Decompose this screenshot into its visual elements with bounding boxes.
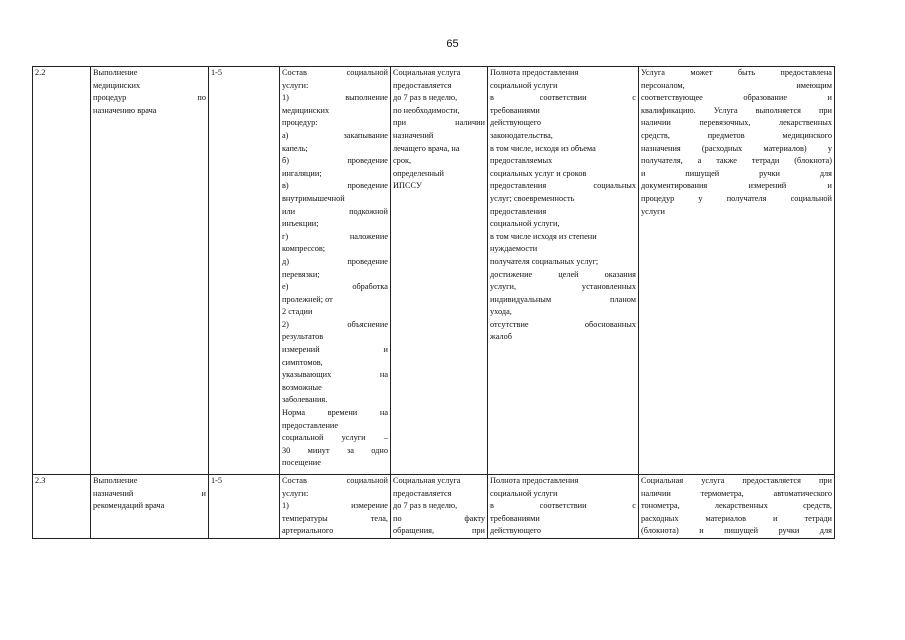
cell-text-line: посещение [282, 458, 321, 468]
service-content-cell [280, 475, 391, 539]
cell-text-line: услуги, установленных [490, 282, 636, 292]
cell-text-line: Состав социальной [282, 476, 388, 485]
cell-text-line: и пишущей ручки для [641, 168, 832, 178]
cell-text-line: действующего [490, 118, 542, 128]
cell-text-line: процедур: [282, 118, 318, 128]
cell-text-line: назначений [393, 130, 434, 140]
cell-text-line: Выполнение [93, 68, 138, 77]
cell-text-line: Социальная услуга [393, 68, 461, 77]
cell-text-line: социальной услуги [490, 80, 558, 90]
cell-text-line: назначений и [93, 488, 206, 498]
service-period-cell: 1-5 [209, 475, 280, 539]
cell-text-line: Полнота предоставления [490, 476, 579, 485]
cell-text-line: предоставляемых [490, 156, 553, 166]
cell-text-line: услуги: [282, 80, 309, 90]
cell-text-line: тонометра, лекарственных средств, [641, 501, 832, 511]
cell-text-line: отсутствие обоснованных [490, 319, 636, 329]
cell-text-line: 1) выполнение [282, 93, 388, 103]
cell-text-line: предоставляется [393, 488, 452, 498]
cell-text-line: по необходимости, [393, 105, 460, 115]
cell-text-line: в соответствии с [490, 501, 636, 511]
cell-text-line: пролежней; от [282, 294, 333, 304]
service-quality-cell [488, 475, 639, 539]
service-content-cell [280, 67, 391, 475]
cell-text-line: социальной услуги – [282, 433, 388, 443]
service-conditions-cell [639, 67, 835, 475]
cell-text-line: медицинских [93, 80, 141, 90]
cell-text-line: нуждаемости [490, 244, 538, 254]
cell-text-line: по факту [393, 513, 485, 523]
service-conditions-cell [639, 475, 835, 539]
cell-text-line: наличии термометра, автоматического [641, 488, 832, 498]
service-frequency-cell [391, 475, 488, 539]
cell-text-line: обращения, при [393, 526, 485, 536]
cell-text-line: д) проведение [282, 256, 388, 266]
cell-text-line: жалоб [490, 332, 512, 342]
cell-text-line: лечащего врача, на [393, 143, 460, 153]
cell-text-line: до 7 раз в неделю, [393, 93, 458, 103]
cell-text-line: заболевания. [282, 395, 328, 405]
cell-text-line: б) проведение [282, 156, 388, 166]
cell-text-line: Полнота предоставления [490, 68, 579, 77]
cell-text-line: е) обработка [282, 282, 388, 292]
cell-text-line: средств, предметов медицинского [641, 130, 832, 140]
cell-text-line: социальной услуги, [490, 219, 560, 229]
cell-text-line: предоставляется [393, 80, 452, 90]
cell-text-line: Норма времени на [282, 408, 388, 418]
service-name-cell [91, 475, 209, 539]
cell-text-line: индивидуальным планом [490, 294, 636, 304]
service-period-cell: 1-5 [209, 67, 280, 475]
service-number-cell: 2.3 [33, 475, 91, 539]
cell-text-line: получателя, а также тетради (блокнота) [641, 156, 832, 166]
service-frequency-cell [391, 67, 488, 475]
cell-text-line: симптомов, [282, 357, 323, 367]
table-row [33, 475, 835, 539]
cell-text-line: достижение целей оказания [490, 269, 636, 279]
cell-text-line: действующего [490, 526, 542, 536]
cell-text-line: услуги: [282, 488, 309, 498]
cell-text-line: ингаляции; [282, 168, 322, 178]
cell-text-line: Социальная услуга [393, 476, 461, 485]
cell-text-line: температуры тела, [282, 513, 388, 523]
cell-text-line: квалификацию. Услуга выполняется при [641, 105, 832, 115]
cell-text-line: при наличии [393, 118, 485, 128]
service-quality-cell [488, 67, 639, 475]
cell-text-line: срок, [393, 156, 412, 166]
cell-text-line: социальных услуг и сроков [490, 168, 587, 178]
cell-text-line: документирования измерений и [641, 181, 832, 191]
cell-text-line: перевязки; [282, 269, 320, 279]
cell-text-line: указывающих на [282, 370, 388, 380]
service-number-cell: 2.2 [33, 67, 91, 475]
cell-text-line: 30 минут за одно [282, 445, 388, 455]
cell-text-line: в) проведение [282, 181, 388, 191]
cell-text-line: соответствующее образование и [641, 93, 832, 103]
cell-text-line: процедур у получателя социальной [641, 193, 832, 203]
cell-text-line: в том числе исходя из степени [490, 231, 597, 241]
cell-text-line: расходных материалов и тетради [641, 513, 832, 523]
cell-text-line: предоставления [490, 206, 547, 216]
cell-text-line: 2) объяснение [282, 319, 388, 329]
cell-text-line: Социальная услуга предоставляется при [641, 476, 832, 485]
cell-text-line: услуг; своевременность [490, 193, 575, 203]
cell-text-line: до 7 раз в неделю, [393, 501, 458, 511]
cell-text-line: предоставление [282, 420, 339, 430]
cell-text-line: требованиями [490, 105, 540, 115]
cell-text-line: внутримышечной [282, 193, 345, 203]
cell-text-line: определенный [393, 168, 444, 178]
cell-text-line: Услуга может быть предоставлена [641, 68, 832, 77]
cell-text-line: персоналом, имеющим [641, 80, 832, 90]
table-row [33, 67, 835, 475]
cell-text-line: артериального [282, 526, 334, 536]
page-number: 65 [446, 38, 459, 50]
cell-text-line: в том числе, исходя из объема [490, 143, 596, 153]
cell-text-line: капель; [282, 143, 308, 153]
cell-text-line: в соответствии с [490, 93, 636, 103]
cell-text-line: результатов [282, 332, 324, 342]
cell-text-line: или подкожной [282, 206, 388, 216]
cell-text-line: предоставления социальных [490, 181, 636, 191]
cell-text-line: Выполнение [93, 476, 138, 485]
cell-text-line: законодательства, [490, 130, 553, 140]
cell-text-line: (блокнота) и пишущей ручки для [641, 526, 832, 536]
cell-text-line: ИПССУ [393, 181, 422, 191]
cell-text-line: возможные [282, 382, 322, 392]
cell-text-line: услуги [641, 206, 665, 216]
service-name-cell [91, 67, 209, 475]
cell-text-line: требованиями [490, 513, 540, 523]
cell-text-line: компрессов; [282, 244, 326, 254]
cell-text-line: получателя социальных услуг; [490, 256, 599, 266]
cell-text-line: рекомендаций врача [93, 501, 165, 511]
cell-text-line: ухода, [490, 307, 512, 317]
cell-text-line: Состав социальной [282, 68, 388, 77]
cell-text-line: г) наложение [282, 231, 388, 241]
cell-text-line: наличии перевязочных, лекарственных [641, 118, 832, 128]
cell-text-line: назначению врача [93, 105, 157, 115]
cell-text-line: процедур по [93, 93, 206, 103]
cell-text-line: а) закапывание [282, 130, 388, 140]
cell-text-line: назначения (расходных материалов) у [641, 143, 832, 153]
cell-text-line: медицинских [282, 105, 330, 115]
cell-text-line: измерений и [282, 345, 388, 355]
cell-text-line: инъекции; [282, 219, 319, 229]
cell-text-line: социальной услуги [490, 488, 558, 498]
cell-text-line: 2 стадии [282, 307, 313, 317]
services-table [32, 66, 835, 539]
cell-text-line: 1) измерение [282, 501, 388, 511]
